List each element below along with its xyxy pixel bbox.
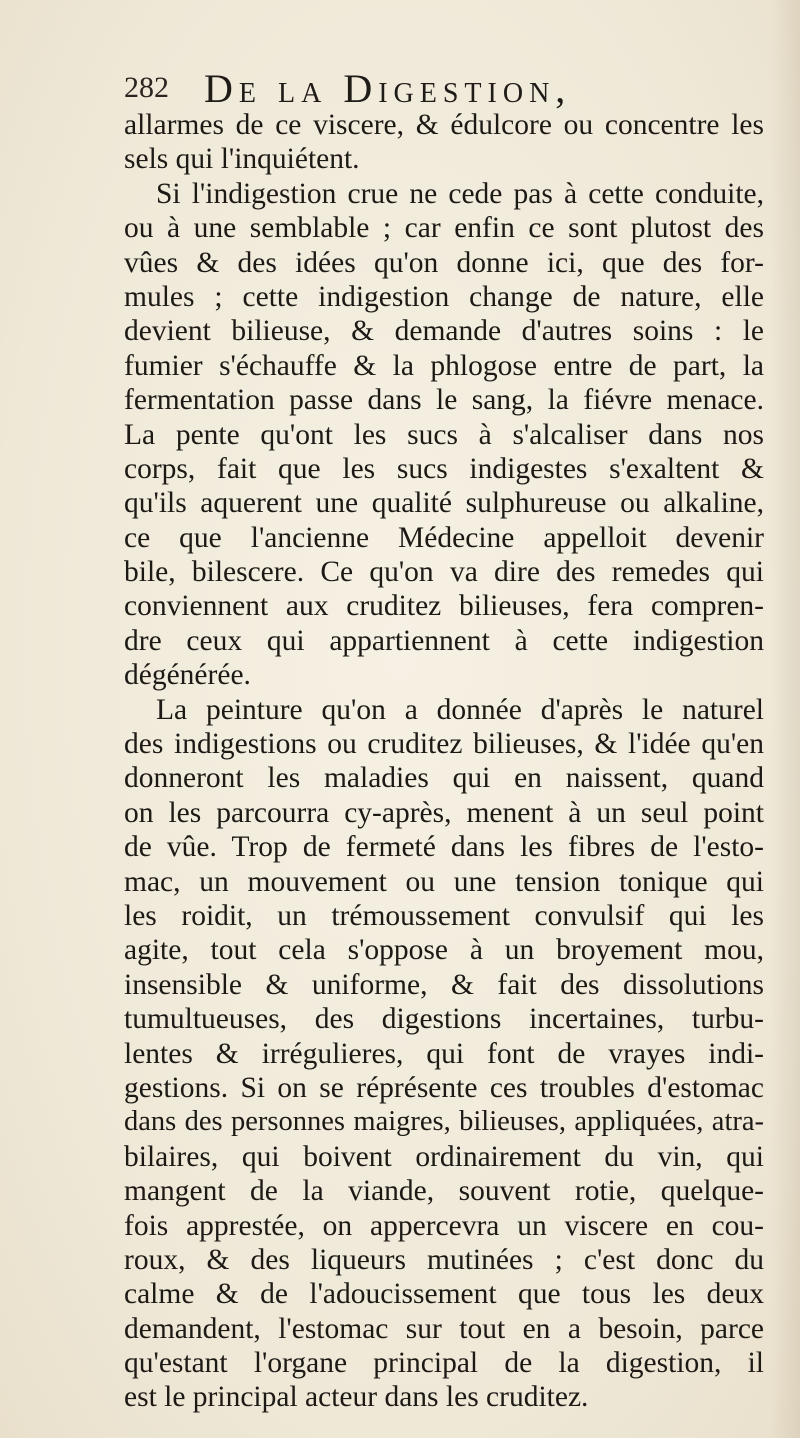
text-line: demandent, l'estomac sur tout en a besoin, parce xyxy=(124,1312,764,1345)
text-line: Si l'indigestion crue ne cede pas à cette conduite, xyxy=(156,177,764,210)
page-number: 282 xyxy=(124,71,169,104)
text-line: mangent de la viande, souvent rotie, quelque- xyxy=(124,1175,764,1208)
text-line: qu'ils aquerent une qualité sulphureuse ou alkaline, xyxy=(124,487,764,520)
text-line: fumier s'échauffe & la phlogose entre de part, la xyxy=(124,349,764,382)
text-line: gestions. Si on se réprésente ces troubles d'estomac xyxy=(124,1071,764,1104)
text-line: agite, tout cela s'oppose à un broyement mou, xyxy=(124,934,764,967)
text-line: vûes & des idées qu'on donne ici, que des for- xyxy=(124,246,764,279)
text-line: bile, bilescere. Ce qu'on va dire des remedes qui xyxy=(124,556,764,589)
text-line: des indigestions ou cruditez bilieuses, & l'idée qu'en xyxy=(124,728,764,761)
text-line: La peinture qu'on a donnée d'après le naturel xyxy=(156,693,764,726)
text-line: devient bilieuse, & demande d'autres soins : le xyxy=(124,315,764,348)
text-line: fois apprestée, on appercevra un viscere en cou- xyxy=(124,1209,764,1242)
text-line: mules ; cette indigestion change de nature, elle xyxy=(124,280,764,313)
text-line: dre ceux qui appartiennent à cette indigestion xyxy=(124,624,764,657)
text-line: insensible & uniforme, & fait des dissolutions xyxy=(124,968,764,1001)
text-line: qu'estant l'organe principal de la digestion, il xyxy=(124,1347,764,1380)
text-line: conviennent aux cruditez bilieuses, fera compren- xyxy=(124,590,764,623)
page-edge-shadow xyxy=(770,0,800,1438)
text-line: de vûe. Trop de fermeté dans les fibres de l'esto- xyxy=(124,831,764,864)
text-line: lentes & irrégulieres, qui font de vrayes indi- xyxy=(124,1037,764,1070)
text-line: allarmes de ce viscere, & édulcore ou concentre les xyxy=(124,109,764,141)
text-line: roux, & des liqueurs mutinées ; c'est donc du xyxy=(124,1243,764,1276)
text-line: fermentation passe dans le sang, la fiévre menace. xyxy=(124,384,764,417)
text-line: dans des personnes maigres, bilieuses, appliquées, atra- xyxy=(124,1106,764,1138)
text-line: tumultueuses, des digestions incertaines, turbu- xyxy=(124,1003,764,1036)
running-head: De la Digestion, xyxy=(204,65,572,111)
text-line: les roidit, un trémoussement convulsif qui les xyxy=(124,899,764,932)
page-header xyxy=(124,64,764,112)
text-line: calme & de l'adoucissement que tous les deux xyxy=(124,1278,764,1311)
text-line: on les parcourra cy-après, menent à un seul point xyxy=(124,796,764,829)
text-line: ce que l'ancienne Médecine appelloit devenir xyxy=(124,521,764,554)
text-line: donneront les maladies qui en naissent, quand xyxy=(124,762,764,795)
text-line: dégénérée. xyxy=(124,659,251,692)
text-line: mac, un mouvement ou une tension tonique qui xyxy=(124,865,764,898)
body-text xyxy=(124,108,764,1415)
text-line: ou à une semblable ; car enfin ce sont plutost des xyxy=(124,212,764,245)
text-line: La pente qu'ont les sucs à s'alcaliser dans nos xyxy=(124,418,764,451)
text-line: est le principal acteur dans les cruditez. xyxy=(124,1381,589,1414)
text-line: bilaires, qui boivent ordinairement du vin, qui xyxy=(124,1140,764,1173)
text-line: sels qui l'inquiétent. xyxy=(124,143,360,176)
text-line: corps, fait que les sucs indigestes s'exaltent & xyxy=(124,452,764,485)
